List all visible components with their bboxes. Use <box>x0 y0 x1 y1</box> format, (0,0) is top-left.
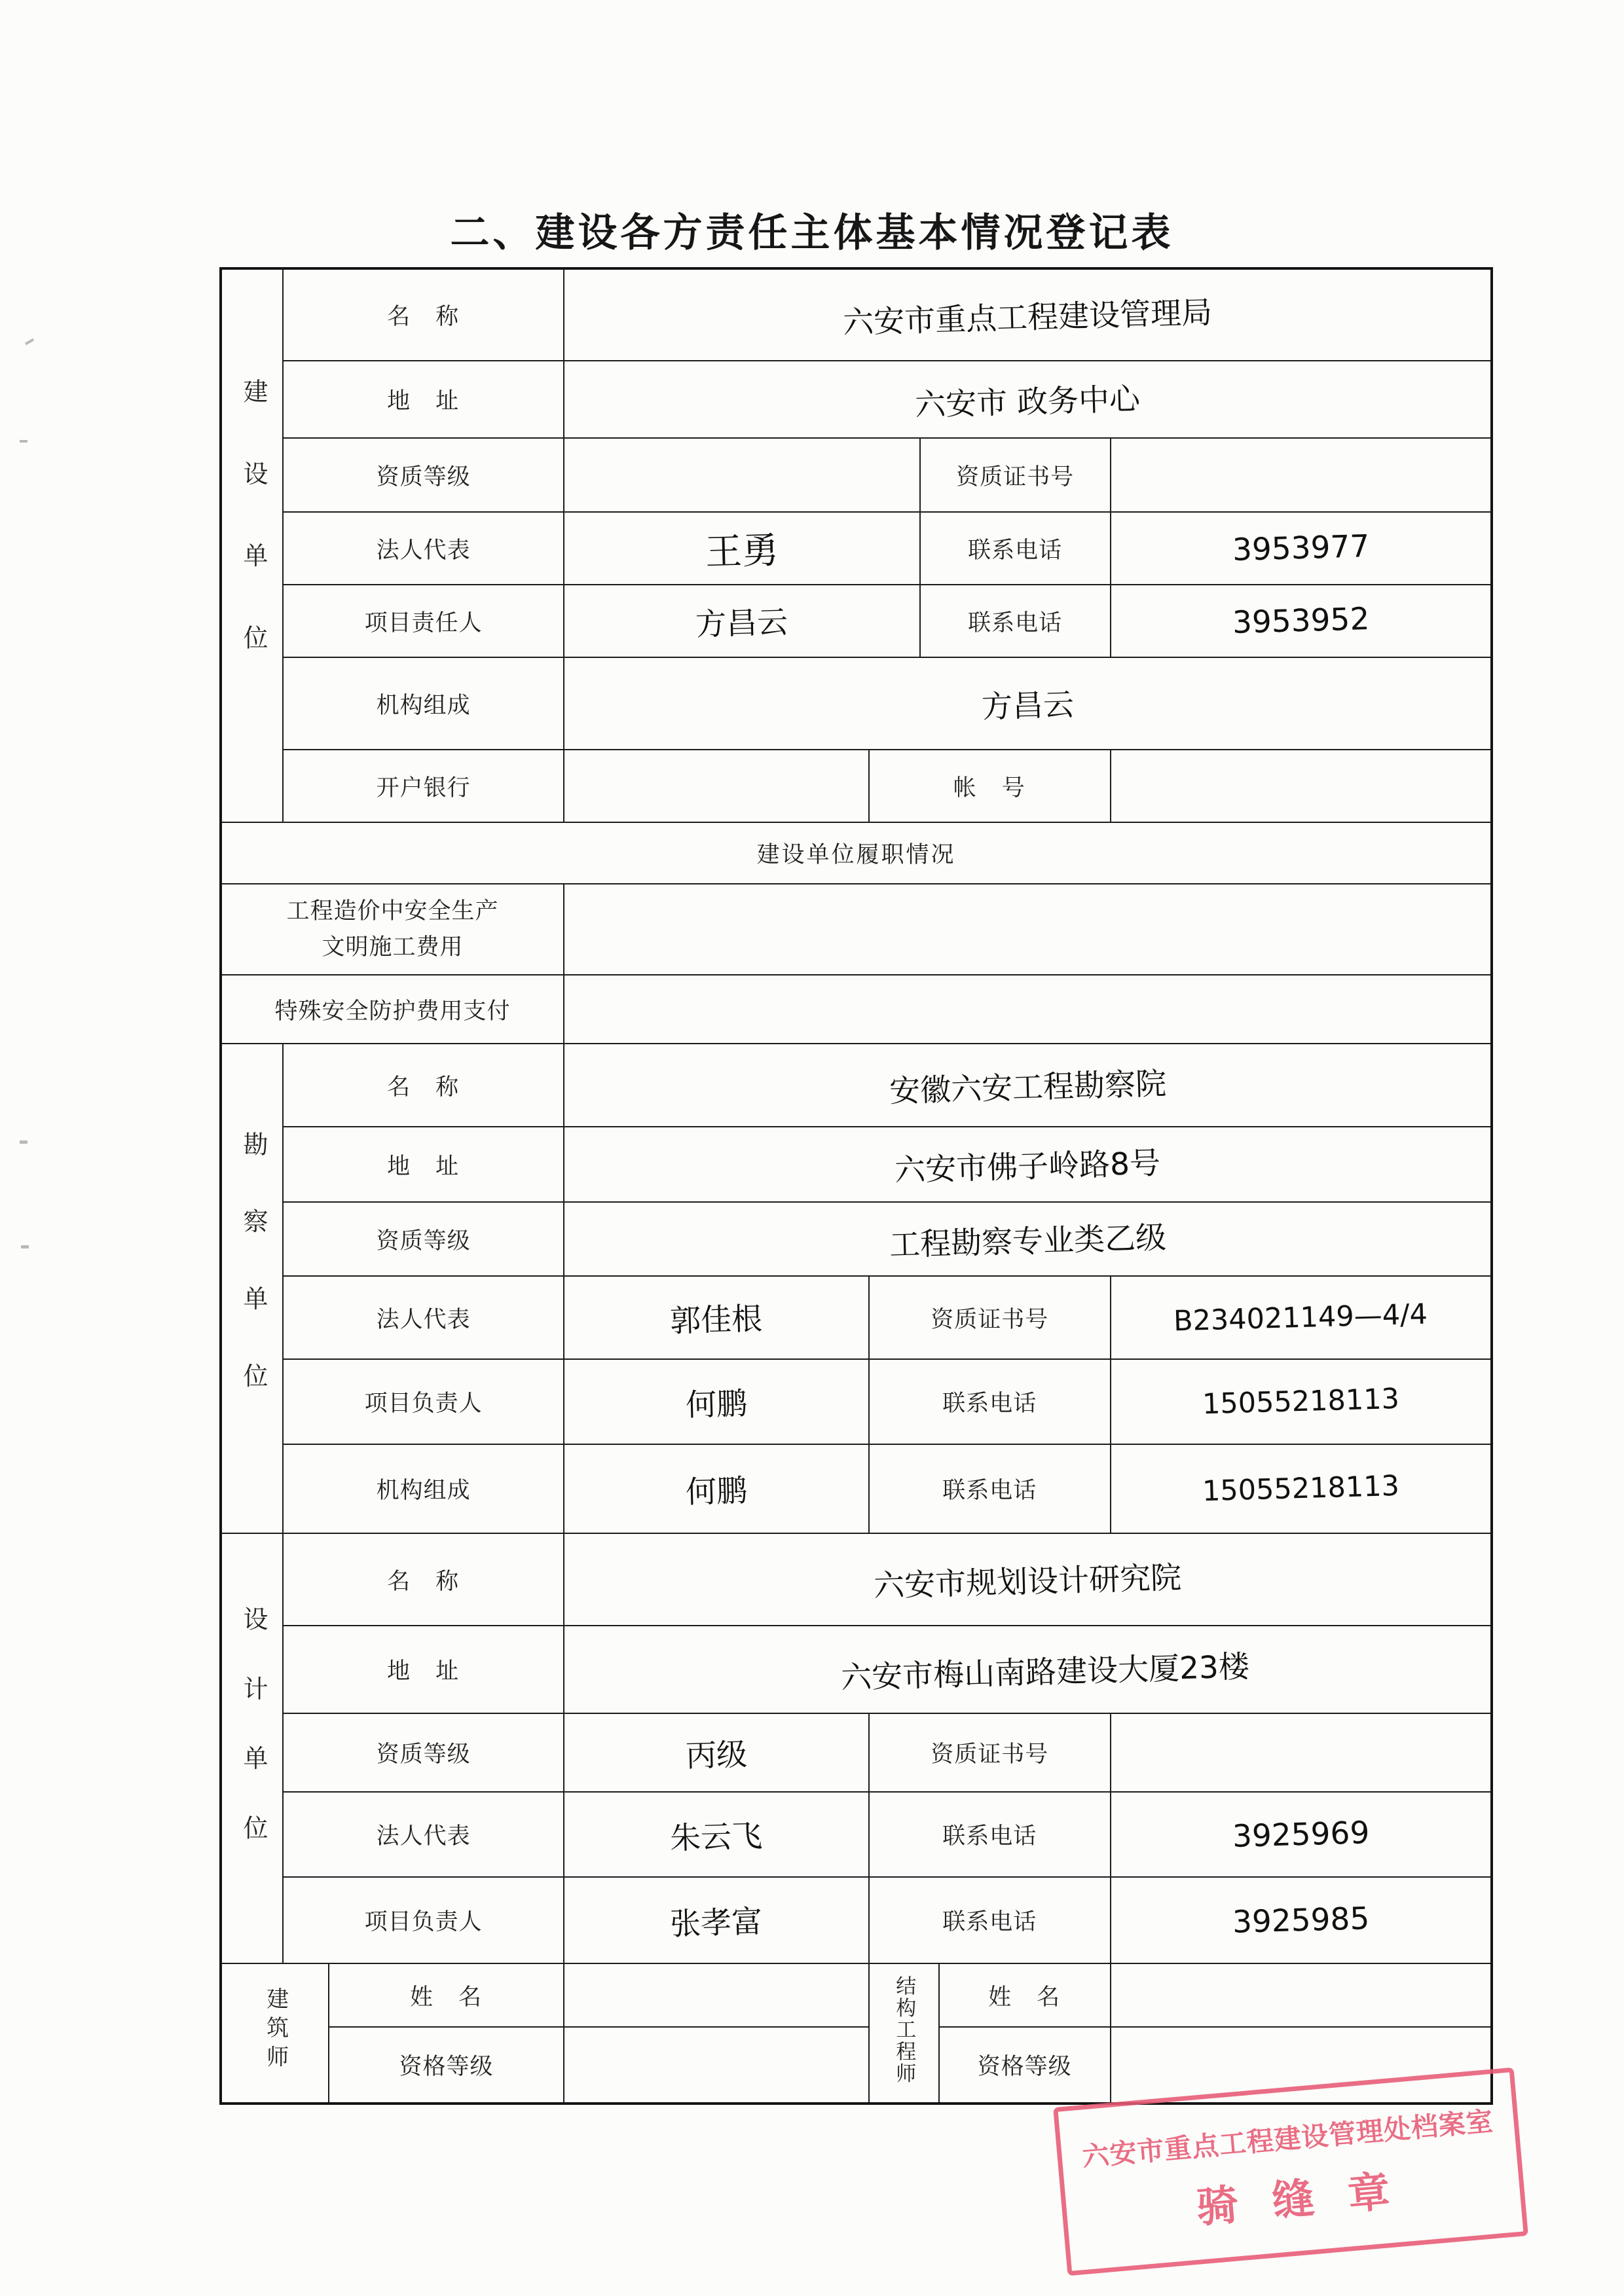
table-row <box>221 1127 1492 1202</box>
section-label-construction: 建设单位 <box>238 378 267 707</box>
scan-artifact <box>20 1140 28 1144</box>
label-structural-name: 姓 名 <box>939 1963 1111 2027</box>
value-construction-certificate-no <box>1111 438 1492 512</box>
table-row <box>221 822 1492 884</box>
label-address: 地 址 <box>283 1626 564 1713</box>
label-address: 地 址 <box>283 1127 564 1202</box>
section-label-design: 设计单位 <box>238 1606 267 1885</box>
value-survey-qualification: 工程勘察专业类乙级 <box>564 1202 1492 1276</box>
label-name: 名 称 <box>283 1533 564 1626</box>
label-certificate-no: 资质证书号 <box>869 1713 1111 1792</box>
table-row <box>221 1792 1492 1877</box>
label-structural-grade: 资格等级 <box>939 2027 1111 2104</box>
value-structural-name <box>1111 1963 1492 2027</box>
label-qualification: 资质等级 <box>283 1713 564 1792</box>
value-design-pm: 张孝富 <box>564 1877 869 1963</box>
label-architect-grade: 资格等级 <box>329 2027 564 2104</box>
table-row <box>221 1963 1492 2027</box>
section-label-architect: 建筑师 <box>263 1986 287 2074</box>
label-safety-cost: 工程造价中安全生产 文明施工费用 <box>221 884 564 975</box>
label-contact-tel: 联系电话 <box>869 1359 1111 1444</box>
value-survey-organization: 何鹏 <box>564 1444 869 1533</box>
label-legal-rep: 法人代表 <box>283 512 564 585</box>
section-cell-survey <box>221 1044 283 1533</box>
label-name: 名 称 <box>283 268 564 361</box>
value-survey-org-tel: 15055218113 <box>1111 1444 1492 1533</box>
table-row <box>221 1444 1492 1533</box>
table-row <box>221 975 1492 1044</box>
label-project-leader: 项目负责人 <box>283 1359 564 1444</box>
label-project-leader: 项目负责人 <box>283 1877 564 1963</box>
table-row <box>221 512 1492 585</box>
label-certificate-no: 资质证书号 <box>920 438 1111 512</box>
label-legal-rep: 法人代表 <box>283 1792 564 1877</box>
value-architect-name <box>564 1963 869 2027</box>
label-address: 地 址 <box>283 361 564 438</box>
table-row <box>221 268 1492 361</box>
value-design-qualification: 丙级 <box>564 1713 869 1792</box>
label-legal-rep: 法人代表 <box>283 1276 564 1359</box>
value-design-legal-tel: 3925969 <box>1111 1792 1492 1877</box>
label-duty-performance: 建设单位履职情况 <box>221 822 1492 884</box>
value-design-certificate-no <box>1111 1713 1492 1792</box>
table-row <box>221 1359 1492 1444</box>
scan-artifact <box>21 1245 29 1248</box>
value-survey-address: 六安市佛子岭路8号 <box>564 1127 1492 1202</box>
value-construction-account-no <box>1111 750 1492 822</box>
scan-artifact <box>20 440 28 443</box>
stamp-seal-text: 骑缝章 <box>1194 2164 1426 2232</box>
value-construction-legal-rep: 王勇 <box>564 512 919 585</box>
label-contact-tel: 联系电话 <box>869 1877 1111 1963</box>
section-cell-design <box>221 1533 283 1963</box>
label-name: 名 称 <box>283 1044 564 1127</box>
value-construction-name: 六安市重点工程建设管理局 <box>564 268 1492 361</box>
label-contact-tel: 联系电话 <box>869 1444 1111 1533</box>
stamp-office-text: 六安市重点工程建设管理处档案室 <box>1080 2105 1495 2172</box>
label-organization: 机构组成 <box>283 657 564 750</box>
label-architect-name: 姓 名 <box>329 1963 564 2027</box>
value-survey-legal-rep: 郭佳根 <box>564 1276 869 1359</box>
label-account-no: 帐 号 <box>869 750 1111 822</box>
label-special-protection-cost: 特殊安全防护费用支付 <box>221 975 564 1044</box>
table-row <box>221 1626 1492 1713</box>
table-row <box>221 750 1492 822</box>
table-row <box>221 438 1492 512</box>
section-cell-architect <box>221 1963 329 2104</box>
table-row <box>221 1276 1492 1359</box>
label-bank: 开户银行 <box>283 750 564 822</box>
section-cell-construction <box>221 268 283 822</box>
table-row <box>221 1044 1492 1127</box>
value-safety-cost <box>564 884 1492 975</box>
value-construction-pm-tel: 3953952 <box>1111 585 1492 657</box>
value-design-legal-rep: 朱云飞 <box>564 1792 869 1877</box>
label-contact-tel: 联系电话 <box>920 512 1111 585</box>
label-project-responsible: 项目责任人 <box>283 585 564 657</box>
value-survey-pm-tel: 15055218113 <box>1111 1359 1492 1444</box>
value-construction-organization: 方昌云 <box>564 657 1492 750</box>
table-row <box>221 585 1492 657</box>
registration-table <box>219 267 1493 2105</box>
section-label-structural-engineer: 结构工程师 <box>893 1975 916 2085</box>
table-row <box>221 1713 1492 1792</box>
value-survey-name: 安徽六安工程勘察院 <box>564 1044 1492 1127</box>
value-construction-qualification <box>564 438 919 512</box>
label-contact-tel: 联系电话 <box>869 1792 1111 1877</box>
label-qualification: 资质等级 <box>283 438 564 512</box>
table-row <box>221 1533 1492 1626</box>
page-title: 二、建设各方责任主体基本情况登记表 <box>450 211 1174 255</box>
value-survey-certificate-no: B234021149—4/4 <box>1111 1276 1492 1359</box>
label-organization: 机构组成 <box>283 1444 564 1533</box>
value-special-protection-cost <box>564 975 1492 1044</box>
value-construction-address: 六安市 政务中心 <box>564 361 1492 438</box>
value-survey-pm: 何鹏 <box>564 1359 869 1444</box>
value-construction-bank <box>564 750 869 822</box>
table-row <box>221 361 1492 438</box>
value-construction-legal-tel: 3953977 <box>1111 512 1492 585</box>
value-design-pm-tel: 3925985 <box>1111 1877 1492 1963</box>
value-architect-grade <box>564 2027 869 2104</box>
scan-artifact <box>25 338 34 345</box>
section-cell-structural-engineer <box>869 1963 939 2104</box>
table-row <box>221 657 1492 750</box>
table-row <box>221 1202 1492 1276</box>
label-contact-tel: 联系电话 <box>920 585 1111 657</box>
value-construction-pm: 方昌云 <box>564 585 919 657</box>
table-row <box>221 884 1492 975</box>
table-row <box>221 1877 1492 1963</box>
section-label-survey: 勘察单位 <box>238 1131 267 1440</box>
label-qualification: 资质等级 <box>283 1202 564 1276</box>
value-design-name: 六安市规划设计研究院 <box>564 1533 1492 1626</box>
label-certificate-no: 资质证书号 <box>869 1276 1111 1359</box>
value-design-address: 六安市梅山南路建设大厦23楼 <box>564 1626 1492 1713</box>
